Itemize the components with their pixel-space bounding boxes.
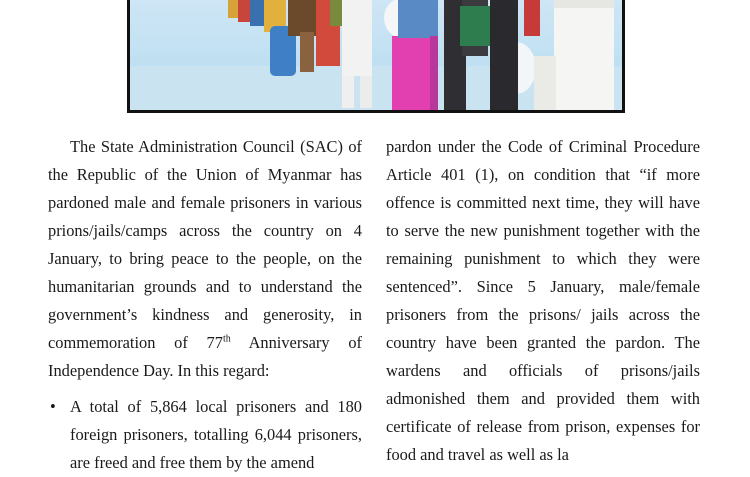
intro-paragraph [48, 133, 362, 385]
intro-paragraph-text: The State Administration Council (SAC) of the Republic of the Union of Myanmar has pardoned male and female prisoners in various prions/jails/camps across the country on 4 January, to bring peace to the people, on the humanitarian grounds and to understand the government’s kindness and generosity, in commemoration of 77 [48, 137, 362, 352]
bullet-dot-icon: • [50, 397, 56, 416]
intro-paragraph-end: Anniversary of Independence Day. In this regard: [48, 333, 362, 380]
continued-paragraph: pardon under the Code of Criminal Procedure Article 401 (1), on condition that “if more offence is committed next time, they will have to serve the new punishment together with the remaining punishment to which they were sentenced”. Since 5 January, male/female prisoners from the prisons/ jails across the country have been granted the pardon. The wardens and officials of prisons/jails admonished them and provided them with certificate of release from prison, expenses for food and travel as well as la [386, 137, 700, 464]
article-left-column [48, 133, 362, 477]
bullet-text: A total of 5,864 local prisoners and 180 foreign prisoners, totalling 6,044 prisoners, are freed and free them by the amend [70, 397, 362, 472]
ordinal-suffix: th [222, 333, 231, 345]
article-right-column [386, 133, 700, 469]
news-photo [127, 0, 625, 113]
bullet-item [48, 393, 362, 477]
released-prisoners-photo [130, 0, 622, 110]
